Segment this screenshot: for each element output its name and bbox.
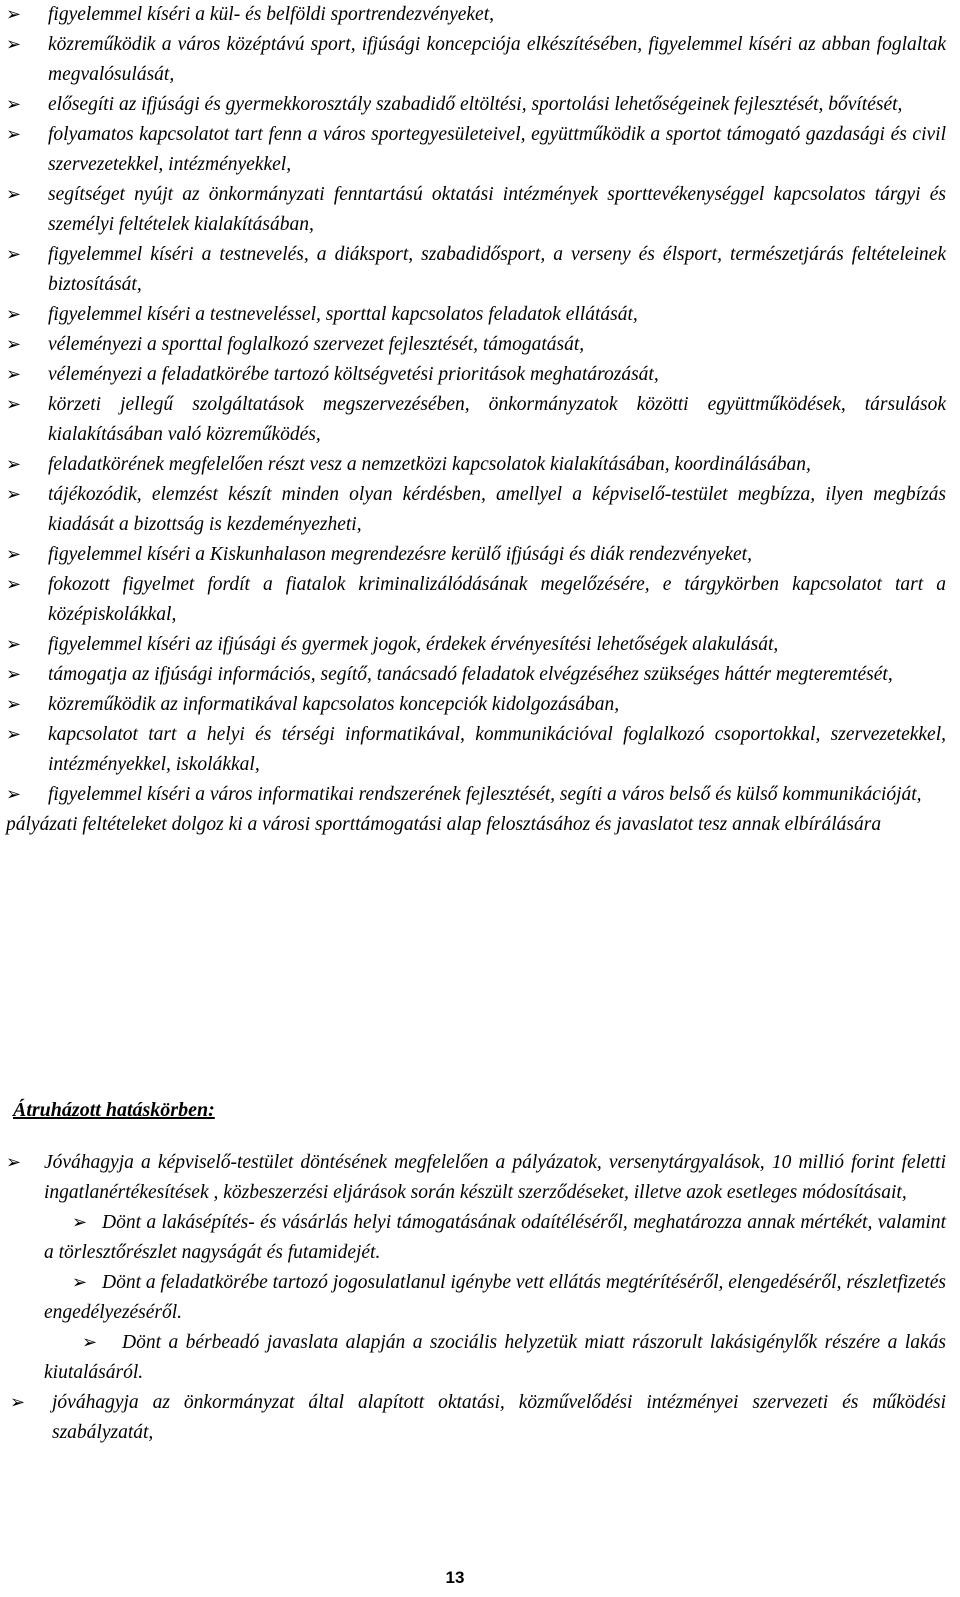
sub-item-text: Dönt a feladatkörébe tartozó jogosulatlanul igénybe vett ellátás megtérítéséről, elengedéséről, részletfizetés engedélyezéséről. bbox=[44, 1272, 946, 1323]
arrow-bullet-icon: ➢ bbox=[82, 1332, 98, 1353]
list-item-text: figyelemmel kíséri a város informatikai rendszerének fejlesztését, segíti a város belső és külső kommunikációját, bbox=[48, 784, 922, 805]
list-item-text: figyelemmel kíséri a testneveléssel, sporttal kapcsolatos feladatok ellátását, bbox=[48, 304, 638, 325]
list-item-text: elősegíti az ifjúsági és gyermekkorosztály szabadidő eltöltési, sportolási lehetőségeinek fejlesztését, bővítését, bbox=[48, 94, 903, 115]
arrow-bullet-icon: ➢ bbox=[6, 334, 22, 355]
list-item bbox=[4, 540, 946, 570]
arrow-bullet-icon: ➢ bbox=[6, 694, 22, 715]
arrow-bullet-icon: ➢ bbox=[6, 184, 22, 205]
arrow-bullet-icon: ➢ bbox=[72, 1212, 88, 1233]
arrow-bullet-icon: ➢ bbox=[6, 4, 22, 25]
list-item-text: Jóváhagyja a képviselő-testület döntésének megfelelően a pályázatok, versenytárgyalások, 10 millió forint feletti ingatlanértékesítések , közbeszerzési eljárások során készült szerződéseket, illetve azok esetleges módosításait, bbox=[44, 1152, 946, 1203]
list-item-text: közreműködik a város középtávú sport, ifjúsági koncepciója elkészítésében, figyelemmel kíséri az abban foglaltak megvalósulását, bbox=[48, 34, 946, 85]
page-number: 13 bbox=[445, 1568, 465, 1587]
list-item-text: körzeti jellegű szolgáltatások megszervezésében, önkormányzatok közötti együttműködések, társulások kialakításában való közreműködés, bbox=[48, 394, 946, 445]
list-item-text: figyelemmel kíséri az ifjúsági és gyermek jogok, érdekek érvényesítési lehetőségek alakulását, bbox=[48, 634, 779, 655]
arrow-bullet-icon: ➢ bbox=[6, 394, 22, 415]
arrow-bullet-icon: ➢ bbox=[6, 634, 22, 655]
list-item bbox=[4, 780, 946, 810]
sub-item bbox=[44, 1328, 946, 1388]
list-item-text: segítséget nyújt az önkormányzati fenntartású oktatási intézmények sporttevékenységgel kapcsolatos tárgyi és személyi feltételek kialakításában, bbox=[48, 184, 946, 235]
sub-item bbox=[44, 1208, 946, 1268]
list-item bbox=[4, 630, 946, 660]
sub-item-text: Dönt a lakásépítés- és vásárlás helyi támogatásának odaítéléséről, meghatározza annak mértékét, valamint a törlesztőrészlet nagyságát és futamidejét. bbox=[44, 1212, 946, 1263]
arrow-bullet-icon: ➢ bbox=[6, 574, 22, 595]
list-item bbox=[0, 1148, 946, 1208]
list-item-text: kapcsolatot tart a helyi és térségi informatikával, kommunikációval foglalkozó csoportokkal, szervezetekkel, intézményekkel, iskolákkal, bbox=[48, 724, 946, 775]
arrow-bullet-icon: ➢ bbox=[6, 364, 22, 385]
arrow-bullet-icon: ➢ bbox=[10, 1392, 26, 1413]
arrow-bullet-icon: ➢ bbox=[6, 724, 22, 745]
list-item bbox=[4, 690, 946, 720]
arrow-bullet-icon: ➢ bbox=[6, 304, 22, 325]
arrow-bullet-icon: ➢ bbox=[72, 1272, 88, 1293]
arrow-bullet-icon: ➢ bbox=[6, 124, 22, 145]
section-heading: Átruházott hatáskörben: bbox=[13, 1099, 215, 1121]
list-item bbox=[4, 300, 946, 330]
list-item bbox=[0, 1388, 946, 1448]
list-item-text: folyamatos kapcsolatot tart fenn a város sportegyesületeivel, együttműködik a sportot támogató gazdasági és civil szervezetekkel, intézményekkel, bbox=[48, 124, 946, 175]
list-item bbox=[4, 180, 946, 240]
arrow-bullet-icon: ➢ bbox=[6, 664, 22, 685]
sub-item-text: Dönt a bérbeadó javaslata alapján a szociális helyzetük miatt rászorult lakásigénylők részére a lakás kiutalásáról. bbox=[44, 1332, 946, 1383]
list-item bbox=[4, 390, 946, 450]
list-item-text: fokozott figyelmet fordít a fiatalok kriminalizálódásának megelőzésére, e tárgykörben kapcsolatot tart a középiskolákkal, bbox=[48, 574, 946, 625]
list-item bbox=[4, 360, 946, 390]
arrow-bullet-icon: ➢ bbox=[6, 1152, 22, 1173]
list-item-text: feladatkörének megfelelően részt vesz a nemzetközi kapcsolatok kialakításában, koordinálásában, bbox=[48, 454, 811, 475]
sub-item bbox=[44, 1268, 946, 1328]
list-item bbox=[4, 570, 946, 630]
list-item bbox=[4, 480, 946, 540]
list-item bbox=[4, 330, 946, 360]
arrow-bullet-icon: ➢ bbox=[6, 544, 22, 565]
arrow-bullet-icon: ➢ bbox=[6, 454, 22, 475]
list-item bbox=[4, 90, 946, 120]
list-item-text: jóváhagyja az önkormányzat által alapított oktatási, közművelődési intézményei szervezeti és működési szabályzatát, bbox=[52, 1392, 946, 1443]
list-item bbox=[4, 0, 946, 30]
arrow-bullet-icon: ➢ bbox=[6, 484, 22, 505]
list-item bbox=[4, 720, 946, 780]
closing-paragraph: pályázati feltételeket dolgoz ki a városi sporttámogatási alap felosztásához és javaslatot tesz annak elbírálására bbox=[6, 814, 882, 835]
list-item-text: támogatja az ifjúsági információs, segítő, tanácsadó feladatok elvégzéséhez szükséges háttér megteremtését, bbox=[48, 664, 893, 685]
list-item-text: közreműködik az informatikával kapcsolatos koncepciók kidolgozásában, bbox=[48, 694, 620, 715]
list-item-text: figyelemmel kíséri a testnevelés, a diáksport, szabadidősport, a verseny és élsport, természetjárás feltételeinek biztosítását, bbox=[48, 244, 946, 295]
list-item bbox=[4, 120, 946, 180]
arrow-bullet-icon: ➢ bbox=[6, 784, 22, 805]
arrow-bullet-icon: ➢ bbox=[6, 94, 22, 115]
arrow-bullet-icon: ➢ bbox=[6, 34, 22, 55]
delegated-powers-section bbox=[0, 1148, 960, 1448]
list-item-text: véleményezi a sporttal foglalkozó szervezet fejlesztését, támogatását, bbox=[48, 334, 585, 355]
list-item-text: véleményezi a feladatkörébe tartozó költségvetési prioritások meghatározását, bbox=[48, 364, 659, 385]
list-item bbox=[4, 30, 946, 90]
list-item-text: figyelemmel kíséri a kül- és belföldi sportrendezvényeket, bbox=[48, 4, 494, 25]
list-item bbox=[4, 240, 946, 300]
arrow-bullet-icon: ➢ bbox=[6, 244, 22, 265]
list-item-text: figyelemmel kíséri a Kiskunhalason megrendezésre kerülő ifjúsági és diák rendezvényeket, bbox=[48, 544, 752, 565]
list-item bbox=[4, 450, 946, 480]
list-item-text: tájékozódik, elemzést készít minden olyan kérdésben, amellyel a képviselő-testület megbízza, ilyen megbízás kiadását a bizottság is kezdeményezheti, bbox=[48, 484, 946, 535]
list-item bbox=[4, 660, 946, 690]
